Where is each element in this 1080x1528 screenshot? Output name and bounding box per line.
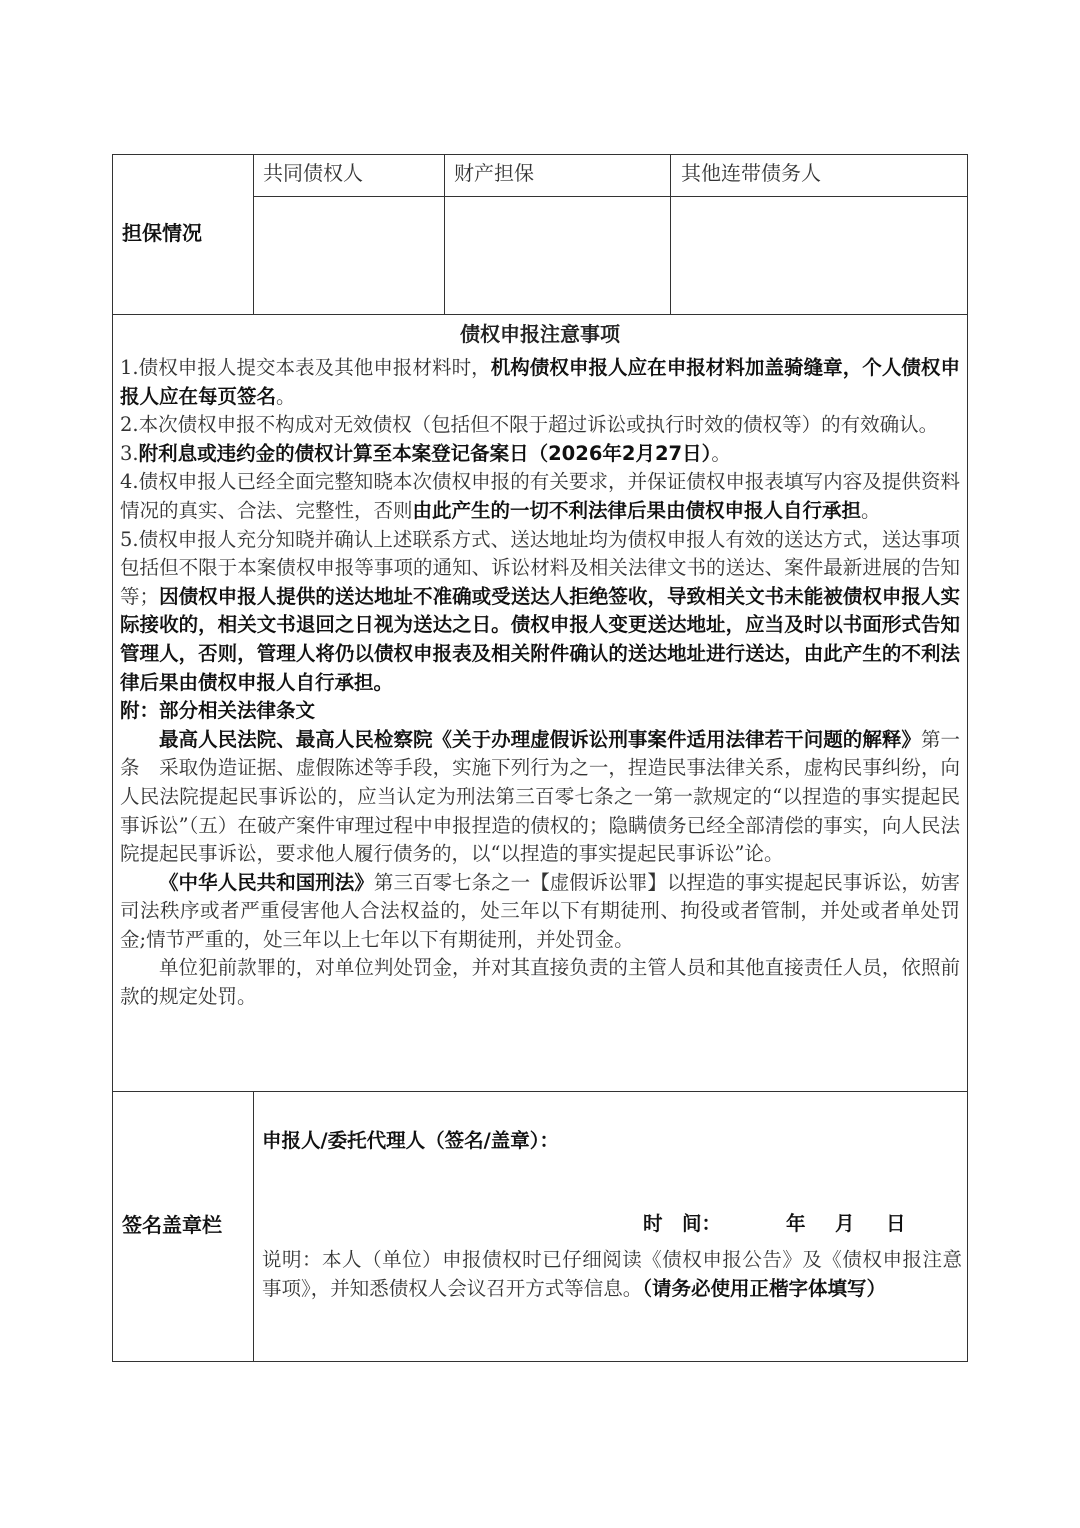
column-divider-1 (444, 154, 445, 315)
notice-title: 债权申报注意事项 (460, 322, 620, 346)
notice-item-4: 4.债权申报人已经全面完整知晓本次债权申报的有关要求，并保证债权申报表填写内容及提供资料情况的真实、合法、完整性，否则由此产生的一切不利法律后果由债权申报人自行承担。 (120, 470, 960, 522)
notice-item-1: 1.债权申报人提交本表及其他申报材料时，机构债权申报人应在申报材料加盖骑缝章，个人债权申报人应在每页签名。 (120, 356, 960, 408)
law-article-2: 《中华人民共和国刑法》第三百零七条之一【虚假诉讼罪】以捏造的事实提起民事诉讼，妨害司法秩序或者严重侵害他人合法权益的，处三年以下有期徒刑、拘役或者管制，并处或者单处罚金;情节严重的，处三年以上七年以下有期徒刑，并处罚金。 (120, 870, 960, 951)
column-divider-2 (670, 154, 671, 315)
signature-stamp-area[interactable] (262, 1158, 962, 1202)
month-label: 月 (835, 1212, 855, 1235)
header-row-divider (253, 196, 968, 197)
applicant-signature-label: 申报人/委托代理人（签名/盖章）： (262, 1129, 559, 1152)
joint-debtor-input-cell[interactable] (672, 198, 966, 313)
day-label: 日 (886, 1212, 906, 1235)
signature-note: 说明：本人（单位）申报债权时已仔细阅读《债权申报公告》及《债权申报注意事项》，并知悉债权人会议召开方式等信息。（请务必使用正楷字体填写） (262, 1248, 962, 1300)
notice-body (120, 354, 960, 1012)
year-label: 年 (786, 1212, 806, 1235)
joint-creditor-input-cell[interactable] (255, 198, 443, 313)
notice-item-5: 5.债权申报人充分知晓并确认上述联系方式、送达地址均为债权申报人有效的送达方式，送达事项包括但不限于本案债权申报等事项的通知、诉讼材料及相关法律文书的送达、案件最新进展的告知等；因债权申报人提供的送达地址不准确或受送达人拒绝签收，导致相关文书未能被债权申报人实际接收的，相关文书退回之日视为送达之日。债权申报人变更送达地址，应当及时以书面形式告知管理人，否则，管理人将仍以债权申报表及相关附件确认的送达地址进行送达，由此产生的不利法律后果由债权申报人自行承担。 (120, 527, 960, 694)
guarantee-label: 担保情况 (122, 221, 202, 245)
label-column-divider (253, 154, 254, 315)
property-guarantee-input-cell[interactable] (446, 198, 669, 313)
signature-column-divider (253, 1091, 254, 1362)
law-article-3: 单位犯前款罪的，对单位判处罚金，并对其直接负责的主管人员和其他直接责任人员，依照前款的规定处罚。 (120, 956, 960, 1009)
notice-item-3: 3.附利息或违约金的债权计算至本案登记备案日（2026年2月27日）。 (120, 441, 731, 465)
column-property-guarantee: 财产担保 (454, 161, 534, 185)
signature-label: 签名盖章栏 (122, 1213, 222, 1237)
column-joint-debtor: 其他连带债务人 (681, 161, 821, 185)
notice-item-2: 2.本次债权申报不构成对无效债权（包括但不限于超过诉讼或执行时效的债权等）的有效确认。 (120, 413, 939, 437)
guarantee-section-divider (112, 314, 968, 315)
time-label: 时 间： (643, 1212, 722, 1235)
notice-section-divider (112, 1091, 968, 1092)
law-article-1: 最高人民法院、最高人民检察院《关于办理虚假诉讼刑事案件适用法律若干问题的解释》第一条 采取伪造证据、虚假陈述等手段，实施下列行为之一，捏造民事法律关系，虚构民事纠纷，向人民法院提起民事诉讼的，应当认定为刑法第三百零七条之一第一款规定的“以捏造的事实提起民事诉讼”（五）在破产案件审理过程中申报捏造的债权的；隐瞒债务已经全部清偿的事实，向人民法院提起民事诉讼，要求他人履行债务的，以“以捏造的事实提起民事诉讼”论。 (120, 727, 960, 866)
appendix-title: 附：部分相关法律条文 (120, 699, 316, 723)
column-joint-creditor: 共同债权人 (263, 161, 363, 185)
